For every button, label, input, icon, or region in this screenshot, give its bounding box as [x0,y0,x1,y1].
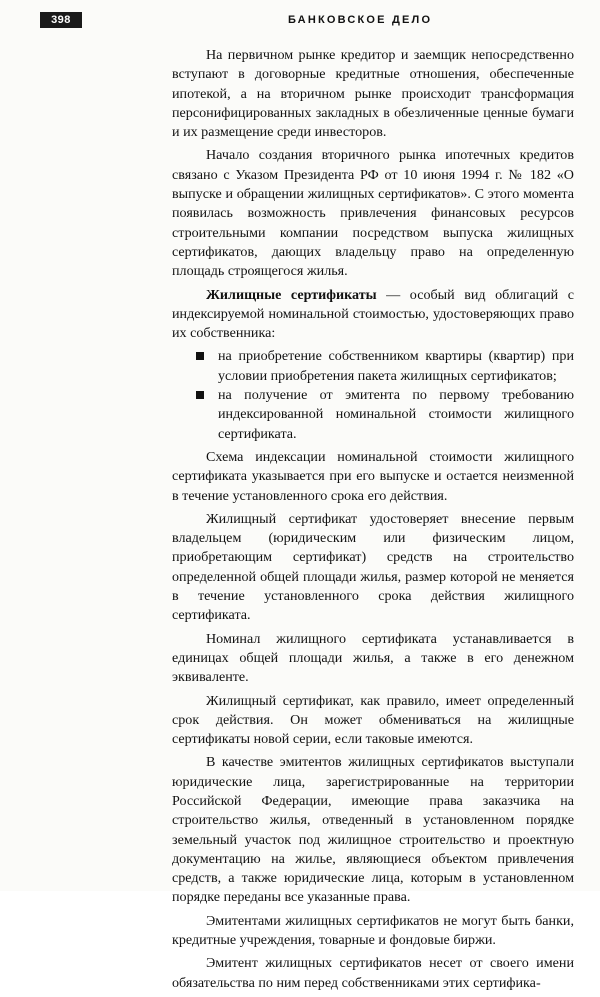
paragraph-issuer-obligations: Эмитент жилищных сертификатов несет от своего имени обязательства по ним перед собственниками этих сертифика- [172,955,574,991]
square-bullet-icon [196,391,204,399]
paragraph-secondary-market-origin: Начало создания вторичного рынка ипотечных кредитов связано с Указом Президента РФ от 10 июня 1994 г. № 182 «О выпуске и обращении жилищных сертификатов». С этого момента появилась возможность привлечения финансовых ресурсов строительными компании посредством выпуска жилищных сертификатов, дающих владельцу право на определенную площадь строящегося жилья. [172,147,574,280]
list-item-text: на получение от эмитента по первому требованию индексированной номинальной стоимости жилищного сертификата. [218,387,574,442]
paragraph-primary-secondary-market: На первичном рынке кредитор и заемщик непосредственно вступают в договорные кредитные отношения, обеспеченные ипотекой, а на вторичном рынке происходит трансформация персонифицированных закладных в обезличенные ценные бумаги и их размещение среди инвесторов. [172,47,574,141]
body-text [172,46,574,997]
page-header [40,10,560,32]
rights-list [172,347,574,443]
list-item-text: на приобретение собственником квартиры (квартир) при условии приобретения пакета жилищных сертификатов; [218,348,574,384]
paragraph-issuers: В качестве эмитентов жилищных сертификатов выступали юридические лица, зарегистрированные на территории Российской Федерации, имеющие права заказчика на строительство жилья, отведенный в установленном порядке земельный участок под жилищное строительство и проектную документацию на жилье, являющиеся объектом привлечения средств, а также юридические лица, которым в установленном порядке переданы все указанные права. [172,754,574,906]
definition-text: — особый вид облигаций с индексируемой номинальной стоимостью, удостоверяющих право их собственника: [172,286,574,342]
square-bullet-icon [196,352,204,360]
list-item [190,347,574,386]
paragraph-housing-certificates-definition [172,286,574,344]
page-number: 398 [40,12,82,28]
term-housing-certificates: Жилищные сертификаты [206,286,377,303]
paragraph-certificate-attests: Жилищный сертификат удостоверяет внесение первым владельцем (юридическим или физическим лицом, приобретающим сертификат) средств на строительство определенной общей площади жилья, размер которой не меняется в течение установленного срока действия жилищного сертификата. [172,510,574,624]
paragraph-indexation-scheme: Схема индексации номинальной стоимости жилищного сертификата указывается при его выпуске и остается неизменной в течение установленного срока его действия. [172,448,574,504]
paragraph-term-of-validity: Жилищный сертификат, как правило, имеет определенный срок действия. Он может обмениваться на жилищные сертификаты новой серии, если таковые имеются. [172,692,574,748]
paragraph-nominal-value: Номинал жилищного сертификата устанавливается в единицах общей площади жилья, а также в его денежном эквиваленте. [172,630,574,686]
paragraph-excluded-issuers: Эмитентами жилищных сертификатов не могут быть банки, кредитные учреждения, товарные и фондовые биржи. [172,912,574,949]
running-head: БАНКОВСКОЕ ДЕЛО [288,14,433,26]
list-item [190,386,574,444]
